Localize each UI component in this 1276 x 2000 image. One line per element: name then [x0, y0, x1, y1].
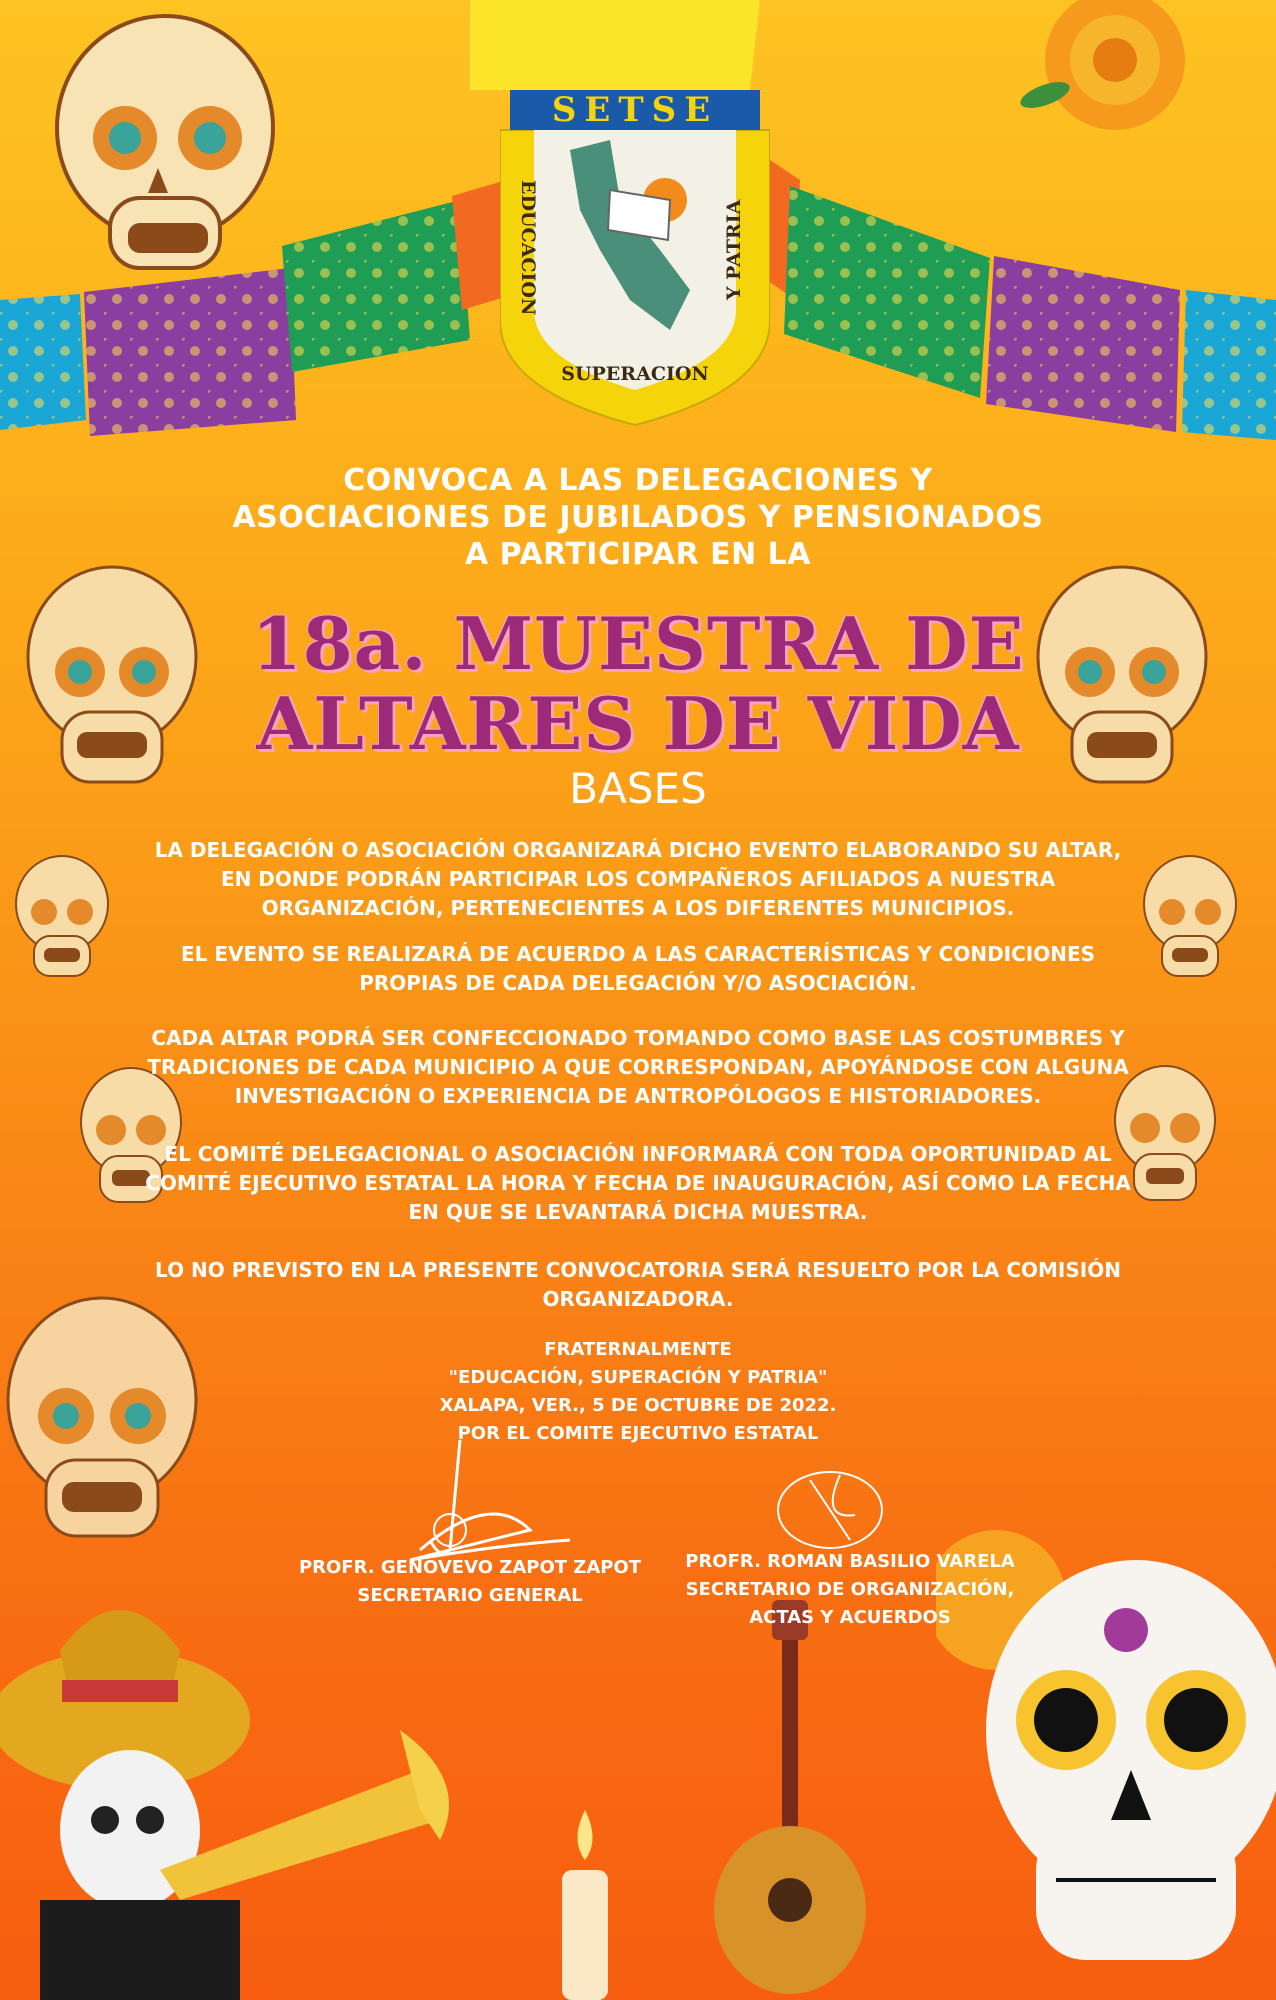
signer-name: PROFR. GENOVEVO ZAPOT ZAPOT [298, 1557, 642, 1578]
sugar-skull-icon [50, 8, 280, 288]
base-paragraph-2: EL EVENTO SE REALIZARÁ DE ACUERDO A LAS CARACTERÍSTICAS Y CONDICIONES PROPIAS DE CADA DELEGACIÓN Y/O ASOCIACIÓN. [180, 942, 1096, 995]
event-title [120, 601, 1156, 766]
signature-block-2 [640, 1548, 1060, 1632]
signature-scribble-1 [380, 1430, 580, 1570]
closing-line-2: "EDUCACIÓN, SUPERACIÓN Y PATRIA" [448, 1367, 828, 1388]
signer-role-continued: ACTAS Y ACUERDOS [749, 1607, 951, 1628]
bases-heading: BASES [569, 764, 707, 813]
event-title-line-1: 18a. MUESTRA DE [251, 601, 1025, 686]
convoca-line-2: ASOCIACIONES DE JUBILADOS Y PENSIONADOS [232, 500, 1044, 535]
closing-line-3: XALAPA, VER., 5 DE OCTUBRE DE 2022. [439, 1395, 837, 1416]
signature-block-1 [270, 1554, 670, 1610]
base-paragraph-4: EL COMITÉ DELEGACIONAL O ASOCIACIÓN INFORMARÁ CON TODA OPORTUNIDAD AL COMITÉ EJECUTIVO ESTATAL LA HORA Y FECHA DE INAUGURACIÓN, ASÍ COMO LA FECHA EN QUE SE LEVANTARÁ DICHA MUESTRA. [145, 1142, 1131, 1224]
logo-bottom-text: SUPERACION [561, 363, 709, 385]
signer-role: SECRETARIO DE ORGANIZACIÓN, [685, 1579, 1015, 1600]
guitar-icon [700, 1600, 880, 2000]
base-paragraph-3: CADA ALTAR PODRÁ SER CONFECCIONADO TOMANDO COMO BASE LAS COSTUMBRES Y TRADICIONES DE CADA MUNICIPIO A QUE CORRESPONDAN, APOYÁNDOSE CON ALGUNA INVESTIGACIÓN O EXPERIENCIA DE ANTROPÓLOGOS E HISTORIADORES. [147, 1026, 1129, 1108]
convoca-line-3: A PARTICIPAR EN LA [464, 537, 812, 572]
closing-line-4: POR EL COMITE EJECUTIVO ESTATAL [457, 1423, 819, 1444]
mariachi-skeleton-icon [0, 1580, 460, 2000]
logo-left-text: EDUCACION [517, 180, 539, 316]
setse-logo [500, 90, 770, 430]
base-paragraph-1: LA DELEGACIÓN O ASOCIACIÓN ORGANIZARÁ DICHO EVENTO ELABORANDO SU ALTAR, EN DONDE PODRÁN PARTICIPAR LOS COMPAÑEROS AFILIADOS A NUESTRA ORGANIZACIÓN, PERTENECIENTES A LOS DIFERENTES MUNICIPIOS. [154, 838, 1122, 920]
sugar-skull-icon [2, 1290, 202, 1550]
marigold-icon [1020, 0, 1190, 150]
logo-banner-text: SETSE [551, 90, 719, 130]
candle-icon [540, 1800, 630, 2000]
event-title-line-2: ALTARES DE VIDA [256, 681, 1020, 766]
logo-right-text: Y PATRIA [723, 199, 745, 300]
convoca-header [150, 462, 1126, 573]
convoca-line-1: CONVOCA A LAS DELEGACIONES Y [343, 463, 933, 498]
signer-role: SECRETARIO GENERAL [357, 1585, 583, 1606]
closing-line-1: FRATERNALMENTE [544, 1339, 732, 1360]
sugar-skull-icon [1140, 852, 1240, 982]
sugar-skull-icon [12, 852, 112, 982]
signer-name: PROFR. ROMAN BASILIO VARELA [685, 1551, 1015, 1572]
base-paragraph-5: LO NO PREVISTO EN LA PRESENTE CONVOCATORIA SERÁ RESUELTO POR LA COMISIÓN ORGANIZADORA. [155, 1258, 1121, 1311]
